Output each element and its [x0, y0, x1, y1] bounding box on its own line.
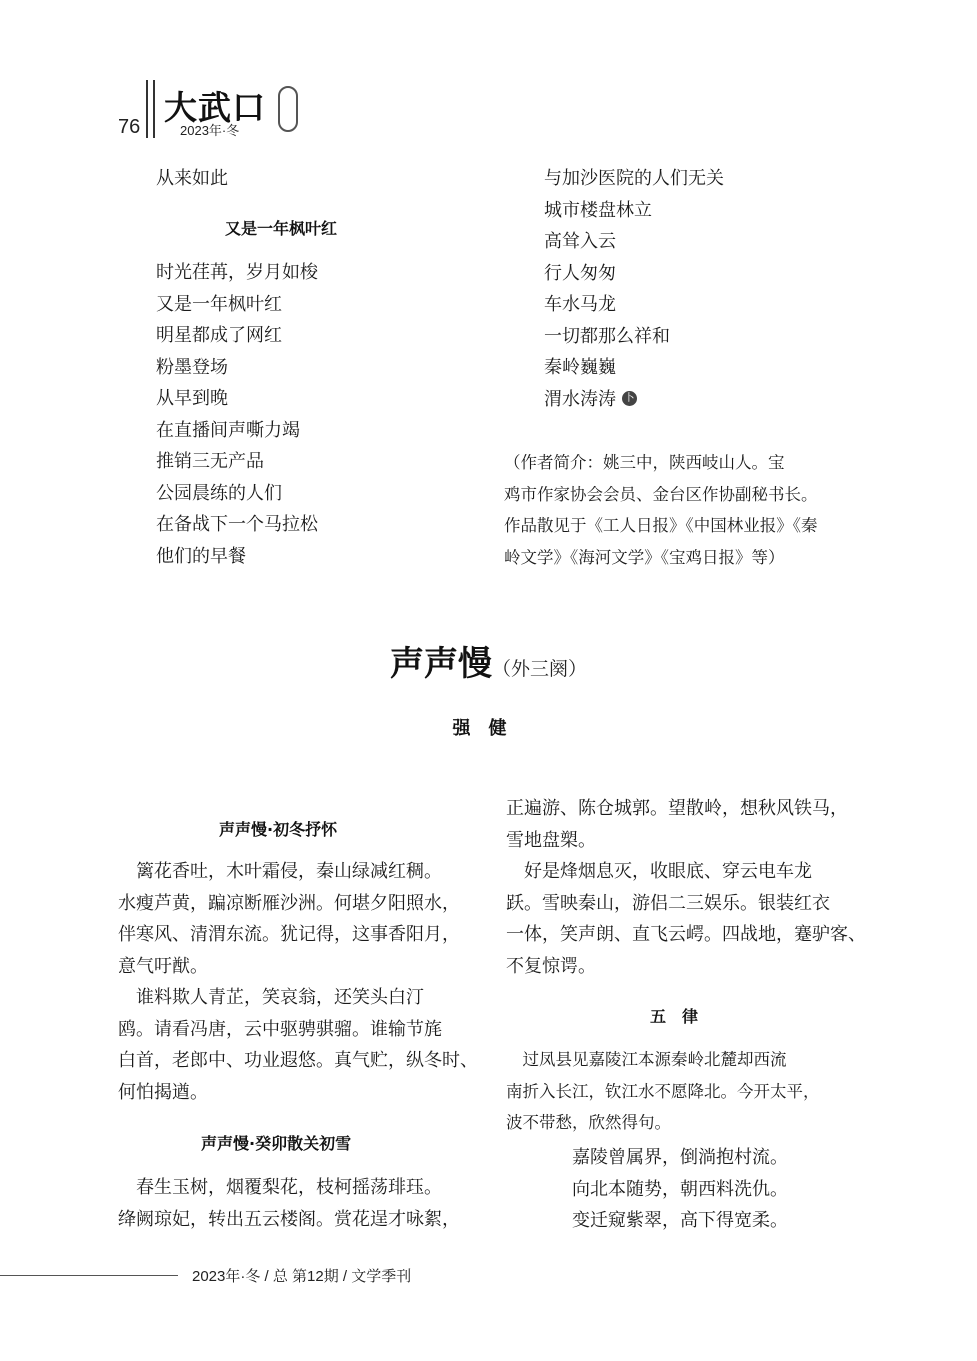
text-line: 好是烽烟息灭，收眼底、穿云电车龙 — [506, 861, 812, 882]
text-line: 渭水涛涛 — [544, 388, 616, 410]
text-line: 鸥。请看冯唐，云中驱骋骐骝。谁输节旄 — [118, 1018, 442, 1040]
text-line: 过凤县见嘉陵江本源秦岭北麓却西流 — [506, 1050, 787, 1069]
masthead-logo: 大武口 — [164, 88, 266, 127]
text-line: 变迁窥紫翠，高下得宽柔。 — [572, 1210, 788, 1231]
text-line: 又是一年枫叶红 — [156, 293, 282, 315]
text-line: 雪地盘槊。 — [506, 829, 596, 851]
header-rule-right — [153, 80, 155, 138]
article-author: 强健 — [452, 718, 525, 739]
text-line: 正遍游、陈仓城郭。望散岭，想秋风铁马， — [506, 798, 848, 819]
text-line: 意气吁猷。 — [118, 955, 208, 977]
text-line: 城市楼盘林立 — [544, 199, 652, 221]
page-number: 76 — [118, 116, 141, 138]
text-line: 作品散见于《工人日报》《中国林业报》《秦 — [504, 516, 818, 535]
text-line: 他们的早餐 — [156, 545, 246, 567]
text-line: 秦岭巍巍 — [544, 357, 616, 378]
section-heading-3: 五 律 — [650, 1007, 699, 1026]
seal-icon — [278, 86, 298, 132]
article-title — [0, 636, 977, 685]
text-line: 与加沙医院的人们无关 — [544, 168, 724, 189]
text-line: 鸡市作家协会会员、金台区作协副秘书长。 — [504, 484, 818, 504]
poem-line: 从来如此 — [156, 168, 228, 189]
text-line: 从早到晚 — [156, 388, 228, 409]
text-line: 篱花香吐，木叶霜侵，秦山绿减红稠。 — [118, 861, 442, 882]
header-issue: 2023年·冬 — [180, 123, 240, 138]
footer-rule — [0, 1275, 178, 1276]
text-line: 南折入长江，钦江水不愿降北。今开太平， — [506, 1081, 820, 1101]
text-line: 何怕揭遒。 — [118, 1081, 208, 1103]
poem-heading: 又是一年枫叶红 — [225, 219, 338, 238]
text-line: 时光荏苒，岁月如梭 — [156, 262, 318, 283]
section-heading-1: 声声慢·初冬抒怀 — [219, 820, 338, 839]
text-line: 行人匆匆 — [544, 262, 616, 284]
text-line: 明星都成了网红 — [156, 325, 282, 346]
text-line: 公园晨练的人们 — [156, 482, 282, 504]
title-note: （外三阕） — [491, 658, 587, 680]
text-line: 车水马龙 — [544, 294, 616, 315]
text-line: 伴寒风、清渭东流。犹记得，这事香阳月， — [118, 924, 460, 945]
text-line: 绛阙琼妃，转出五云楼阁。赏花逞才咏絮， — [118, 1208, 460, 1230]
text-line: 波不带愁，欣然得句。 — [506, 1113, 671, 1132]
text-line: 白首，老郎中、功业遐悠。真气贮，纵冬时、 — [118, 1050, 478, 1071]
text-line: 在备战下一个马拉松 — [156, 514, 318, 535]
text-line: 谁料欺人青芷，笑哀翁，还笑头白汀 — [118, 987, 424, 1008]
text-line: 春生玉树，烟覆梨花，枝柯摇荡琲珏。 — [118, 1177, 442, 1198]
text-line: 高耸入云 — [544, 231, 616, 252]
section-heading-2: 声声慢·癸卯散关初雪 — [201, 1134, 352, 1153]
text-line: 一体，笑声朗、直飞云崿。四战地，蹇驴客、 — [506, 924, 866, 945]
text-line: 在直播间声嘶力竭 — [156, 419, 300, 441]
footer-text: 2023年·冬 / 总 第12期 / 文学季刊 — [192, 1268, 412, 1285]
text-line: 跃。雪映秦山，游侣二三娱乐。银装红衣 — [506, 892, 830, 914]
end-mark-icon: 卜 — [622, 391, 637, 406]
header-rule-left — [146, 80, 148, 138]
text-line: 粉墨登场 — [156, 356, 228, 378]
text-line: 一切都那么祥和 — [544, 325, 670, 347]
text-line: 岭文学》《海河文学》《宝鸡日报》等） — [504, 547, 785, 567]
text-line: 推销三无产品 — [156, 451, 264, 472]
text-line: 水瘦芦黄，蹁凉断雁沙洲。何堪夕阳照水， — [118, 892, 460, 914]
text-line: 不复惊谔。 — [506, 955, 596, 977]
text-line: 向北本随势，朝西料洗仇。 — [572, 1178, 788, 1200]
title-main: 声声慢 — [389, 644, 492, 684]
text-line: 嘉陵曾属界，倒淌抱村流。 — [572, 1147, 788, 1168]
text-line: （作者简介：姚三中，陕西岐山人。宝 — [504, 453, 785, 472]
